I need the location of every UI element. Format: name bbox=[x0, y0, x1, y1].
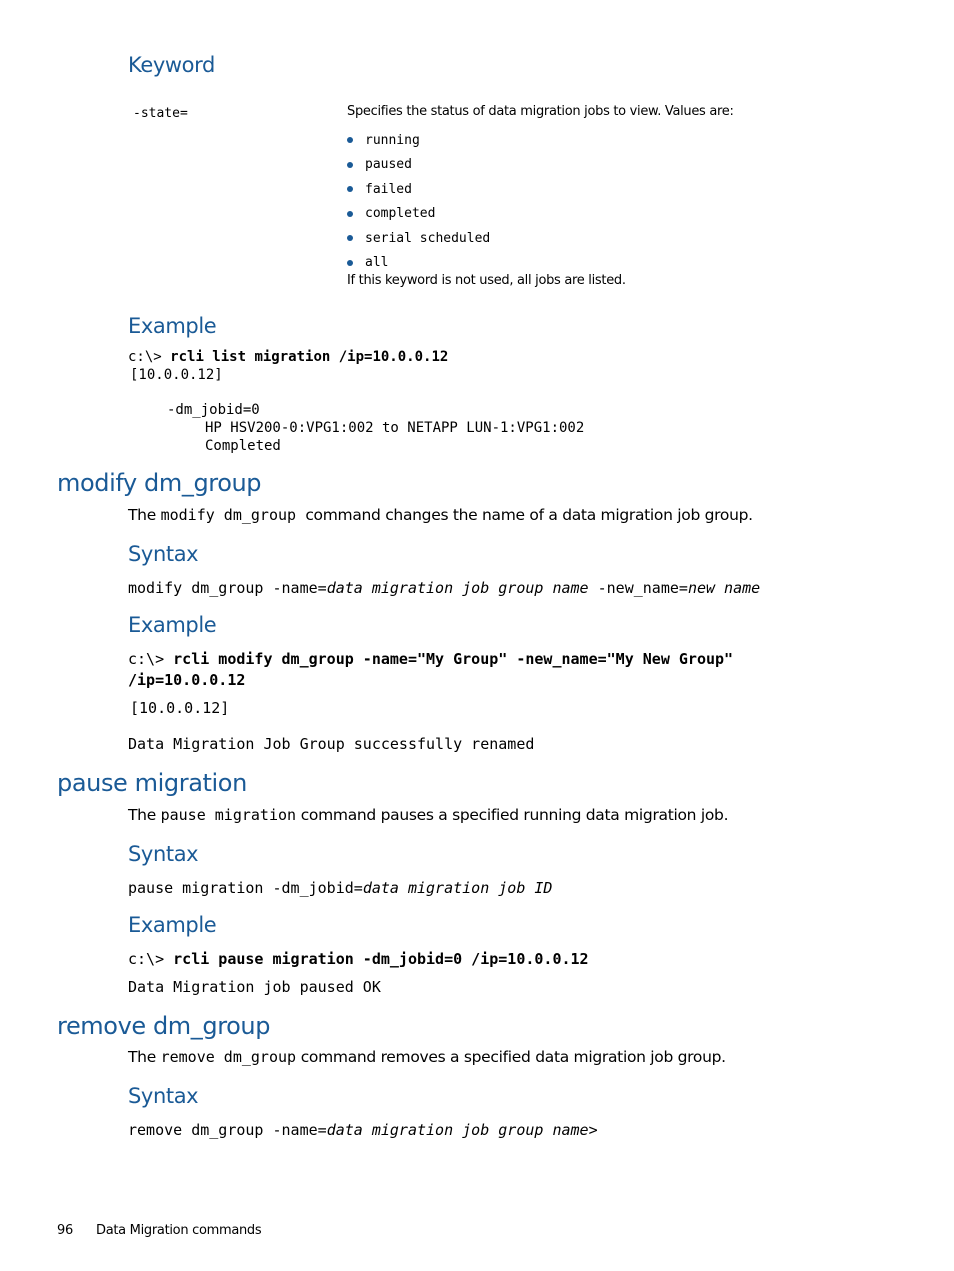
bullet-icon bbox=[347, 186, 353, 192]
example-heading: Example bbox=[128, 314, 217, 338]
modify-example-output-ip: [10.0.0.12] bbox=[130, 699, 230, 717]
list-item: serial scheduled bbox=[347, 226, 490, 251]
keyword-heading: Keyword bbox=[128, 53, 215, 77]
bullet-icon bbox=[347, 211, 353, 217]
pause-example-output-msg: Data Migration job paused OK bbox=[128, 978, 381, 996]
bullet-icon bbox=[347, 260, 353, 266]
pause-example-command-line: c:\> rcli pause migration -dm_jobid=0 /ip=10.0.0.12 bbox=[128, 950, 589, 968]
example-command-line: c:\> rcli list migration /ip=10.0.0.12 bbox=[128, 349, 449, 365]
modify-example-output-msg: Data Migration Job Group successfully renamed bbox=[128, 735, 535, 753]
example-output-desc: HP HSV200-0:VPG1:002 to NETAPP LUN-1:VPG1:002 bbox=[205, 420, 585, 436]
keyword-values-list bbox=[347, 128, 490, 275]
modify-example-heading: Example bbox=[128, 613, 217, 637]
modify-intro: The modify dm_group command changes the name of a data migration job group. bbox=[128, 506, 753, 524]
footer-chapter: Data Migration commands bbox=[96, 1223, 262, 1238]
list-item: failed bbox=[347, 177, 490, 202]
bullet-icon bbox=[347, 235, 353, 241]
list-item: all bbox=[347, 251, 490, 276]
modify-syntax-line: modify dm_group -name=data migration job group name -new_name=new name bbox=[128, 579, 761, 597]
section-title-modify: modify dm_group bbox=[57, 469, 262, 497]
pause-example-heading: Example bbox=[128, 913, 217, 937]
bullet-icon bbox=[347, 137, 353, 143]
modify-example-command-line: c:\> rcli modify dm_group -name="My Group" -new_name="My New Group" bbox=[128, 650, 734, 668]
keyword-param: -state= bbox=[133, 106, 188, 121]
section-title-remove: remove dm_group bbox=[57, 1012, 271, 1040]
pause-syntax-heading: Syntax bbox=[128, 842, 199, 866]
keyword-description: Specifies the status of data migration jobs to view. Values are: bbox=[347, 104, 734, 119]
list-item: running bbox=[347, 128, 490, 153]
bullet-icon bbox=[347, 162, 353, 168]
page-number: 96 bbox=[57, 1223, 73, 1238]
section-title-pause: pause migration bbox=[57, 769, 247, 797]
remove-intro: The remove dm_group command removes a specified data migration job group. bbox=[128, 1048, 726, 1066]
list-item: completed bbox=[347, 202, 490, 227]
keyword-note: If this keyword is not used, all jobs are listed. bbox=[347, 273, 626, 288]
example-output-jobid: -dm_jobid=0 bbox=[167, 402, 260, 418]
pause-syntax-line: pause migration -dm_jobid=data migration job ID bbox=[128, 879, 553, 897]
modify-example-command-line-2: /ip=10.0.0.12 bbox=[128, 671, 246, 689]
modify-syntax-heading: Syntax bbox=[128, 542, 199, 566]
remove-syntax-line: remove dm_group -name=data migration job group name> bbox=[128, 1121, 598, 1139]
example-output-status: Completed bbox=[205, 438, 281, 454]
pause-intro: The pause migration command pauses a specified running data migration job. bbox=[128, 806, 729, 824]
list-item: paused bbox=[347, 153, 490, 178]
remove-syntax-heading: Syntax bbox=[128, 1084, 199, 1108]
example-output-ip: [10.0.0.12] bbox=[130, 367, 223, 383]
